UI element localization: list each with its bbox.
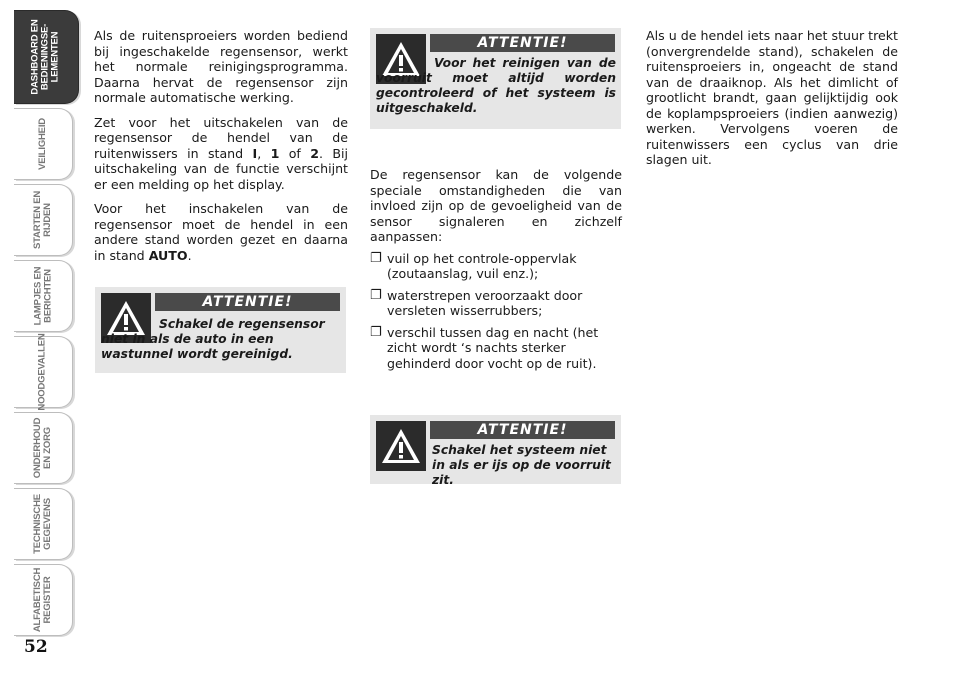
condition-list <box>370 251 622 372</box>
tab-onderhoud-en-zorg[interactable] <box>14 412 73 484</box>
list-item-text: vuil op het controle-oppervlak (zoutaanslag, vuil enz.); <box>387 250 577 281</box>
text-run: , <box>257 145 271 161</box>
text-column-middle <box>370 167 622 377</box>
tab-technische-gegevens[interactable] <box>14 488 73 560</box>
tab-label: DASHBOARD EN BEDIENINGSE- LEMENTEN <box>30 19 61 95</box>
tab-label: STARTEN EN RIJDEN <box>32 191 53 249</box>
text-run: Voor het inschakelen van de regensensor moet de hendel in een andere stand worden gezet en daarna in stand <box>94 201 348 263</box>
text-run: Zet voor het uitschakelen van de regensensor de hendel van de ruitenwissers in stand <box>94 114 348 161</box>
paragraph <box>94 201 348 263</box>
text-column-left <box>94 28 348 272</box>
warning-title: ATTENTIE! <box>430 421 615 439</box>
warning-triangle-icon <box>376 421 426 471</box>
checkbox-bullet-icon: ❐ <box>370 324 382 340</box>
text-run: . <box>187 247 192 263</box>
checkbox-bullet-icon: ❐ <box>370 287 382 303</box>
warning-box-ice <box>370 415 621 487</box>
warning-title: ATTENTIE! <box>155 293 340 311</box>
tab-label: ONDERHOUD EN ZORG <box>32 417 54 479</box>
tab-alfabetisch-register[interactable] <box>14 564 73 636</box>
list-item-text: verschil tussen dag en nacht (het zicht wordt ‘s nachts sterker gehinderd door vocht op de ruit). <box>387 324 599 371</box>
warning-text: Schakel de regensensor niet in als de auto in een wastunnel wordt gereinigd. <box>101 317 325 361</box>
warning-box-car-wash <box>95 287 346 373</box>
tab-label: ALFABETISCH REGISTER <box>32 567 53 633</box>
paragraph: Als u de hendel iets naar het stuur trekt (onvergrendelde stand), schakelen de ruitensproeiers in, ongeacht de stand van de draaiknop. Als het dimlicht of grootlicht brandt, gaan gelijktijdig ook de koplampsproeiers (indien aanwezig) werken. Vervolgens voeren de ruitenwissers een cyclus van drie slagen uit. <box>646 28 898 167</box>
warning-text: Voor het reinigen van de voorruit moet altijd worden gecontroleerd of het systeem is uitgeschakeld. <box>376 56 616 115</box>
lever-position-label: I <box>252 145 258 161</box>
list-item-text: waterstrepen veroorzaakt door versleten wisserrubbers; <box>387 287 583 318</box>
warning-title: ATTENTIE! <box>430 34 615 52</box>
tab-label: VEILIGHEID <box>37 118 48 170</box>
checkbox-bullet-icon: ❐ <box>370 250 382 266</box>
lever-position-label: 2 <box>310 145 319 161</box>
text-run: . Bij uitschakeling van de functie verschijnt er een melding op het display. <box>94 145 348 192</box>
tab-noodgevallen[interactable] <box>14 333 73 411</box>
warning-box-cleaning <box>370 28 621 129</box>
paragraph: Als de ruitensproeiers worden bediend bij ingeschakelde regensensor, werkt het normale reinigingsprogramma. Daarna hervat de regensensor zijn normale automatische werking. <box>94 28 348 105</box>
page-number: 52 <box>24 637 48 657</box>
tab-label: TECHNISCHE GEGEVENS <box>32 494 54 554</box>
lever-position-label: 1 <box>270 145 280 161</box>
paragraph <box>94 115 348 193</box>
tab-label: LAMPJES EN BERICHTEN <box>32 266 53 326</box>
tab-dashboard[interactable] <box>14 10 79 104</box>
tab-veiligheid[interactable] <box>14 108 73 180</box>
warning-text: Schakel het systeem niet in als er ijs op de voorruit zit. <box>432 443 611 487</box>
list-item <box>370 251 622 282</box>
list-item <box>370 325 622 372</box>
list-item <box>370 288 622 319</box>
paragraph: De regensensor kan de volgende speciale omstandigheden die van invloed zijn op de gevoeligheid van de sensor signaleren en zichzelf aanpassen: <box>370 167 622 244</box>
tab-starten-en-rijden[interactable] <box>14 184 73 256</box>
auto-position-label: AUTO <box>148 247 188 263</box>
text-column-right <box>646 28 898 177</box>
text-run: of <box>279 145 311 161</box>
tab-label: NOODGEVALLEN <box>37 333 48 411</box>
tab-lampjes-en-berichten[interactable] <box>14 260 73 332</box>
